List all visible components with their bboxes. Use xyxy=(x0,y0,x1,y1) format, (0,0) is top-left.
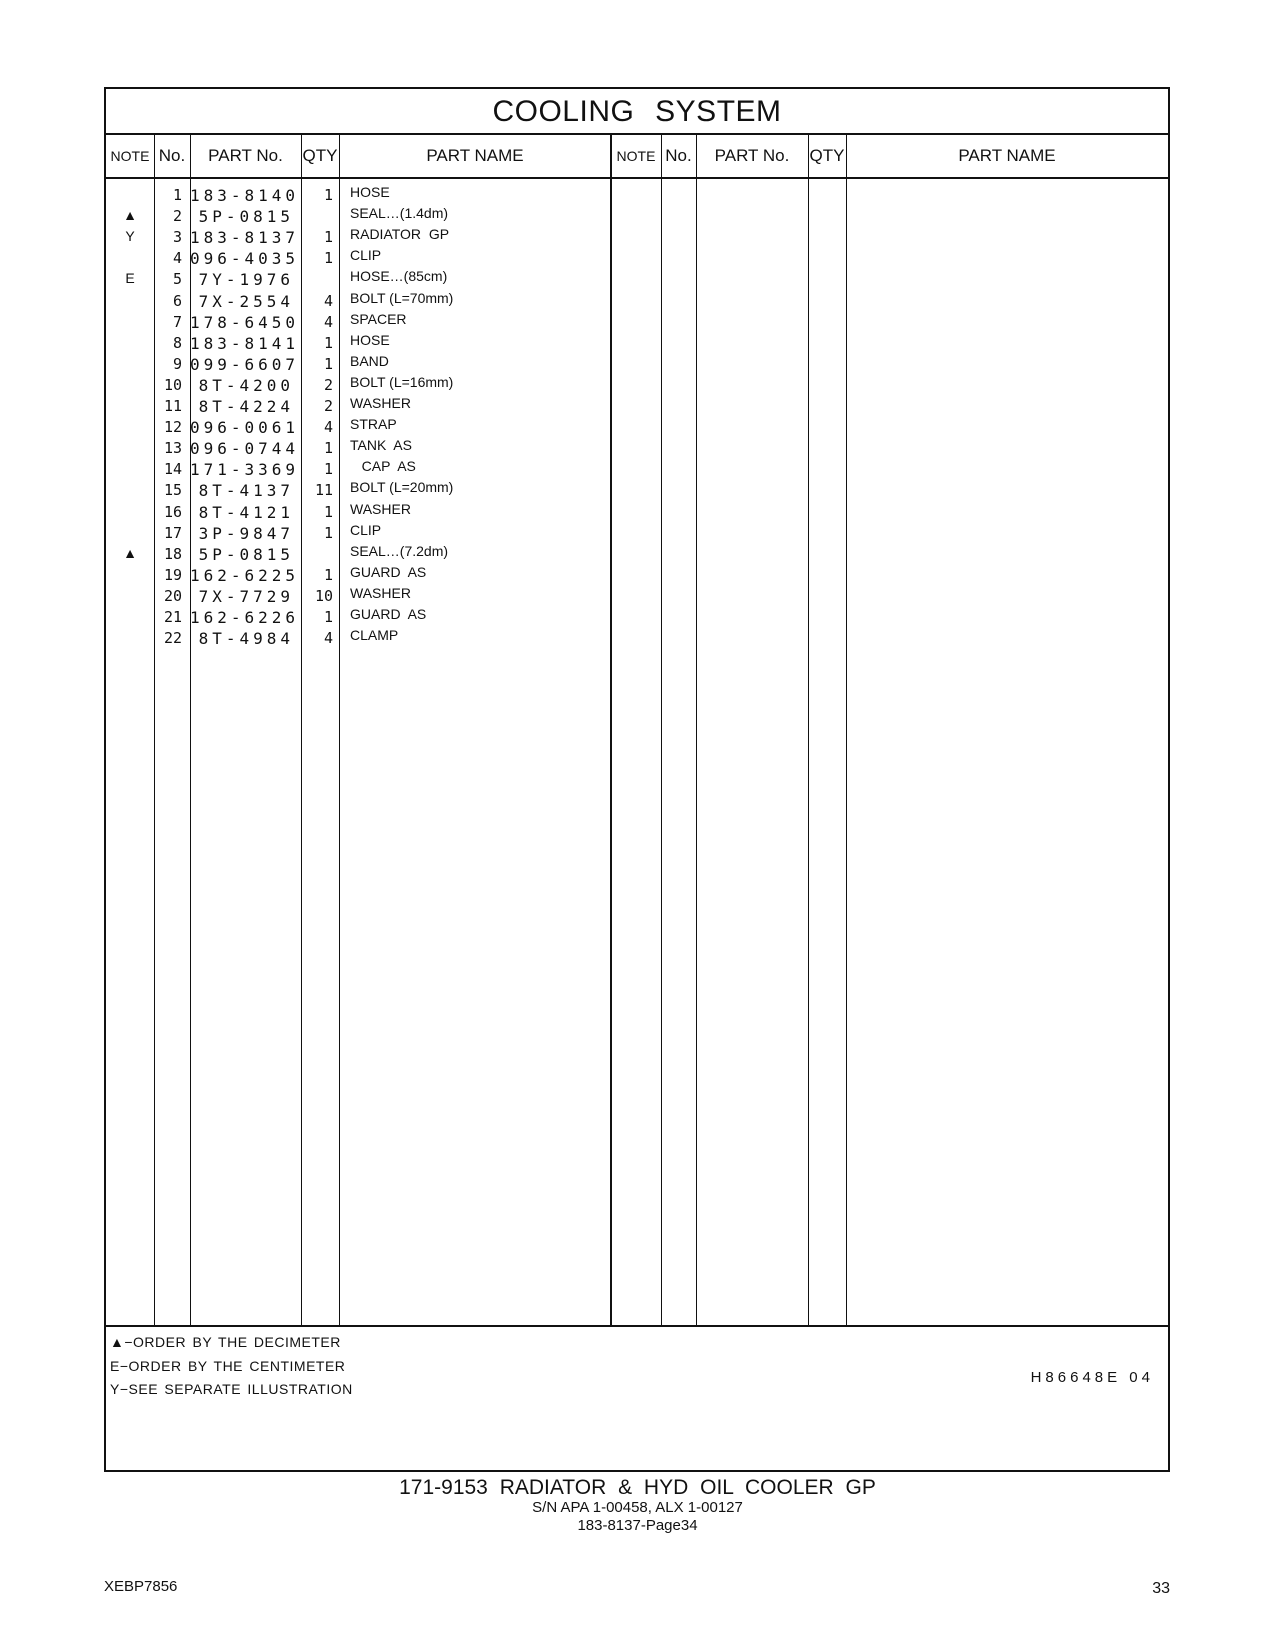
item-number: 20 xyxy=(163,586,182,605)
group-caption: 171-9153 RADIATOR & HYD OIL COOLER GP xyxy=(399,1476,876,1499)
part-name: WASHER xyxy=(350,500,411,517)
note-mark: Y xyxy=(125,228,135,245)
table-row xyxy=(106,289,611,312)
part-name: STRAP xyxy=(350,416,397,433)
header-qty: QTY xyxy=(302,146,338,165)
table-row xyxy=(106,352,611,375)
item-number: 4 xyxy=(172,249,182,268)
table-row xyxy=(106,310,611,333)
table-row xyxy=(106,397,611,417)
header-qty-2: QTY xyxy=(809,146,845,165)
item-number: 17 xyxy=(163,523,182,542)
column-divider xyxy=(808,135,809,1325)
item-number: 5 xyxy=(172,270,182,289)
part-number: 183-8141 xyxy=(190,333,300,353)
legend-decimeter: ▲−ORDER BY THE DECIMETER xyxy=(110,1334,341,1350)
part-name: BOLT (L=16mm) xyxy=(350,373,454,390)
part-number: 8T-4137 xyxy=(198,481,294,501)
part-number: 183-8140 xyxy=(190,186,300,205)
item-number: 12 xyxy=(163,418,182,437)
quantity: 1 xyxy=(323,608,333,626)
note-mark: ▲ xyxy=(123,544,137,561)
quantity: 1 xyxy=(323,228,333,247)
table-row xyxy=(106,228,611,248)
table-row xyxy=(106,207,611,227)
part-name: BAND xyxy=(350,352,389,369)
item-number: 15 xyxy=(163,481,182,500)
table-row xyxy=(106,542,611,565)
table-row xyxy=(106,481,611,501)
quantity: 1 xyxy=(323,460,333,479)
part-name: BOLT (L=20mm) xyxy=(350,479,454,496)
header-part-name: PART NAME xyxy=(426,146,524,165)
quantity: 4 xyxy=(323,291,333,310)
item-number: 3 xyxy=(172,228,182,247)
note-mark: ▲ xyxy=(123,207,137,224)
table-row xyxy=(106,608,611,628)
item-number: 19 xyxy=(163,565,182,584)
page-number: 33 xyxy=(1152,1580,1170,1597)
part-number: 183-8137 xyxy=(190,228,300,248)
item-number: 16 xyxy=(163,502,182,521)
quantity: 4 xyxy=(323,312,333,331)
item-number: 6 xyxy=(172,291,182,310)
quantity: 1 xyxy=(323,354,333,373)
table-row xyxy=(106,584,611,607)
item-number: 1 xyxy=(172,186,182,204)
part-number: 3P-9847 xyxy=(198,523,294,543)
table-row xyxy=(106,418,611,438)
part-name: RADIATOR GP xyxy=(350,226,450,243)
quantity: 11 xyxy=(314,481,333,500)
quantity: 1 xyxy=(323,186,333,204)
part-name: CAP AS xyxy=(350,458,416,475)
part-name: CLIP xyxy=(350,247,382,264)
part-number: 162-6226 xyxy=(190,608,300,627)
quantity: 2 xyxy=(323,375,333,394)
quantity: 1 xyxy=(323,502,333,521)
serial-caption: S/N APA 1-00458, ALX 1-00127 xyxy=(532,1499,743,1516)
page-title: COOLING SYSTEM xyxy=(106,89,1168,135)
quantity: 4 xyxy=(323,629,333,648)
part-number: 096-0744 xyxy=(190,439,300,459)
part-number: 178-6450 xyxy=(190,312,300,332)
table-row xyxy=(106,500,611,523)
item-number: 21 xyxy=(163,608,182,626)
legend-illustration: Y−SEE SEPARATE ILLUSTRATION xyxy=(110,1381,353,1397)
quantity: 1 xyxy=(323,249,333,268)
header-part-no-2: PART No. xyxy=(714,146,790,165)
quantity: 1 xyxy=(323,333,333,352)
quantity: 10 xyxy=(314,586,333,605)
part-name: SEAL…(7.2dm) xyxy=(350,542,449,559)
header-no-2: No. xyxy=(665,146,692,165)
reference-caption: 183-8137-Page34 xyxy=(577,1517,698,1534)
quantity: 1 xyxy=(323,523,333,542)
parts-table-frame xyxy=(104,87,1170,1472)
legend-centimeter: E−ORDER BY THE CENTIMETER xyxy=(110,1358,346,1374)
quantity: 4 xyxy=(323,418,333,437)
item-number: 18 xyxy=(163,544,182,563)
header-note-2: NOTE xyxy=(616,148,656,164)
column-divider xyxy=(696,135,697,1325)
part-name: HOSE xyxy=(350,184,390,200)
part-number: 8T-4200 xyxy=(198,375,294,395)
part-name: WASHER xyxy=(350,584,411,601)
part-name: BOLT (L=70mm) xyxy=(350,289,454,306)
quantity: 1 xyxy=(323,565,333,584)
header-note: NOTE xyxy=(110,148,150,164)
part-name: GUARD AS xyxy=(350,563,427,580)
header-no: No. xyxy=(158,146,186,165)
note-mark: E xyxy=(125,270,135,287)
part-number: 099-6607 xyxy=(190,354,300,374)
part-number: 8T-4224 xyxy=(198,397,294,416)
part-number: 162-6225 xyxy=(190,565,300,585)
item-number: 8 xyxy=(172,333,182,352)
table-row xyxy=(106,460,611,480)
table-row xyxy=(106,439,611,459)
part-name: GUARD AS xyxy=(350,606,427,622)
item-number: 14 xyxy=(163,460,182,479)
column-divider xyxy=(661,135,662,1325)
item-number: 11 xyxy=(163,397,182,415)
part-number: 7Y-1976 xyxy=(198,270,294,290)
table-row xyxy=(106,331,611,354)
table-header xyxy=(106,135,1168,179)
table-row xyxy=(106,629,611,649)
item-number: 2 xyxy=(172,207,182,226)
quantity: 2 xyxy=(323,397,333,415)
part-number: 8T-4121 xyxy=(198,502,294,522)
part-name: WASHER xyxy=(350,395,411,411)
item-number: 10 xyxy=(163,375,182,394)
part-number: 5P-0815 xyxy=(198,544,294,564)
part-name: SEAL…(1.4dm) xyxy=(350,205,449,222)
illustration-code: H86648E 04 xyxy=(1030,1369,1154,1386)
header-part-name-2: PART NAME xyxy=(958,146,1056,165)
part-number: 171-3369 xyxy=(190,460,300,480)
table-row xyxy=(106,186,611,206)
column-divider xyxy=(846,135,847,1325)
item-number: 13 xyxy=(163,439,182,458)
item-number: 22 xyxy=(163,629,182,648)
quantity: 1 xyxy=(323,439,333,458)
part-number: 7X-7729 xyxy=(198,586,294,606)
part-name: SPACER xyxy=(350,310,407,327)
table-row xyxy=(106,373,611,396)
table-row xyxy=(106,270,611,290)
part-name: TANK AS xyxy=(350,437,412,454)
footer-divider xyxy=(106,1325,1168,1327)
part-number: 8T-4984 xyxy=(198,629,294,649)
part-number: 096-0061 xyxy=(190,418,300,438)
table-row xyxy=(106,521,611,544)
table-row xyxy=(106,249,611,269)
item-number: 9 xyxy=(172,354,182,373)
part-number: 5P-0815 xyxy=(198,207,294,227)
document-id: XEBP7856 xyxy=(104,1578,178,1595)
item-number: 7 xyxy=(172,312,182,331)
part-number: 7X-2554 xyxy=(198,291,294,311)
part-name: CLIP xyxy=(350,521,382,538)
table-row xyxy=(106,563,611,586)
part-name: CLAMP xyxy=(350,627,399,644)
part-name: HOSE xyxy=(350,331,390,348)
part-name: HOSE…(85cm) xyxy=(350,268,448,285)
header-part-no: PART No. xyxy=(208,146,283,165)
part-number: 096-4035 xyxy=(190,249,300,269)
